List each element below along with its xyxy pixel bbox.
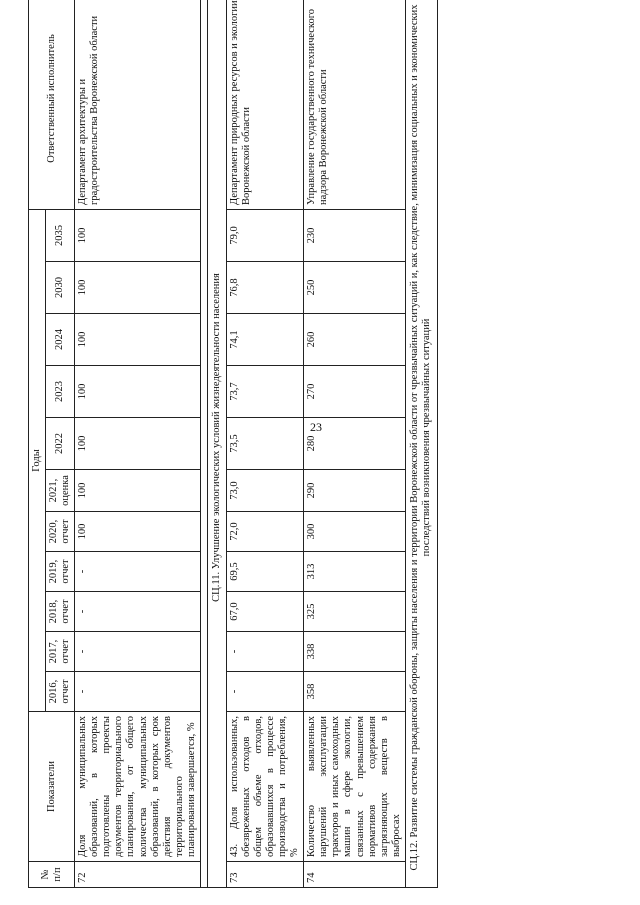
year-header: 2024	[46, 314, 75, 366]
row-value: 325	[304, 592, 406, 632]
row-value: 73,5	[226, 418, 303, 470]
year-header: 2035	[46, 209, 75, 261]
row-value: 100	[75, 209, 201, 261]
row-value: -	[226, 672, 303, 712]
row-value: 100	[75, 314, 201, 366]
indicators-table	[28, 0, 438, 888]
row-spacer	[200, 0, 207, 888]
row-value: 100	[75, 470, 201, 512]
row-value: 290	[304, 470, 406, 512]
year-header: 2021, оценка	[46, 470, 75, 512]
year-header: 2017, отчет	[46, 632, 75, 672]
section-heading-11: СЦ.11. Улучшение экологических условий жизнедеятельности населения	[207, 0, 226, 888]
row-value: -	[75, 632, 201, 672]
row-value: 67,0	[226, 592, 303, 632]
row-value: 300	[304, 512, 406, 552]
row-value: 72,0	[226, 512, 303, 552]
row-value: -	[75, 592, 201, 632]
row-indicator: 43. Доля использованных, обезвреженных отходов в общем объеме отходов, образовавшихся в процессе производства и потребления, %	[226, 712, 303, 862]
row-value: 260	[304, 314, 406, 366]
row-value: 100	[75, 366, 201, 418]
year-header: 2023	[46, 366, 75, 418]
row-value: 358	[304, 672, 406, 712]
row-value: 69,5	[226, 552, 303, 592]
row-num: 74	[304, 862, 406, 888]
row-value: 79,0	[226, 209, 303, 261]
table-row	[75, 0, 201, 888]
row-value: 73,0	[226, 470, 303, 512]
row-value: 100	[75, 418, 201, 470]
row-value: 74,1	[226, 314, 303, 366]
year-header: 2020, отчет	[46, 512, 75, 552]
row-value: -	[226, 632, 303, 672]
row-value: -	[75, 672, 201, 712]
row-indicator: Доля муниципальных образований, в которых подготовлены проекты документов территориального планирования, от общего количества муниципальных образований, в которых срок действия документов территориального планирования завершается, %	[75, 712, 201, 862]
year-header: 2022	[46, 418, 75, 470]
col-responsible-header: Ответственный исполнитель	[29, 0, 75, 209]
row-responsible: Департамент природных ресурсов и экологии Воронежской области	[226, 0, 303, 209]
row-indicator: Количество выявленных нарушений эксплуатации тракторов и иных самоходных машин в сфере экологии, связанных с превышением нормативов содержания загрязняющих веществ в выбросах	[304, 712, 406, 862]
table-row	[226, 0, 303, 888]
row-value: 100	[75, 512, 201, 552]
section-heading-12: СЦ.12. Развитие системы гражданской обороны, защиты населения и территории Воронежской области от чрезвычайных ситуаций и, как следствие, минимизация социальных и экономических последствий возникновения чрезвычайных ситуаций	[405, 0, 437, 888]
row-value: 270	[304, 366, 406, 418]
year-header: 2019, отчет	[46, 552, 75, 592]
table-row	[304, 0, 406, 888]
year-header: 2018, отчет	[46, 592, 75, 632]
row-value: 73,7	[226, 366, 303, 418]
row-value: 338	[304, 632, 406, 672]
row-value: 100	[75, 262, 201, 314]
row-responsible: Управление государственного технического надзора Воронежской области	[304, 0, 406, 209]
year-header: 2030	[46, 262, 75, 314]
year-header: 2016, отчет	[46, 672, 75, 712]
row-value: 250	[304, 262, 406, 314]
row-value: 280	[304, 418, 406, 470]
page-number: 23	[310, 420, 322, 434]
row-num: 72	[75, 862, 201, 888]
col-years-header: Годы	[29, 209, 46, 711]
col-indicators-header: Показатели	[29, 712, 75, 862]
rotated-table-wrapper	[28, 0, 568, 888]
row-value: -	[75, 552, 201, 592]
row-value: 313	[304, 552, 406, 592]
row-value: 230	[304, 209, 406, 261]
row-num: 73	[226, 862, 303, 888]
row-responsible: Департамент архитектуры и градостроительства Воронежской области	[75, 0, 201, 209]
row-value: 76,8	[226, 262, 303, 314]
col-num-header: № п/п	[29, 862, 75, 888]
